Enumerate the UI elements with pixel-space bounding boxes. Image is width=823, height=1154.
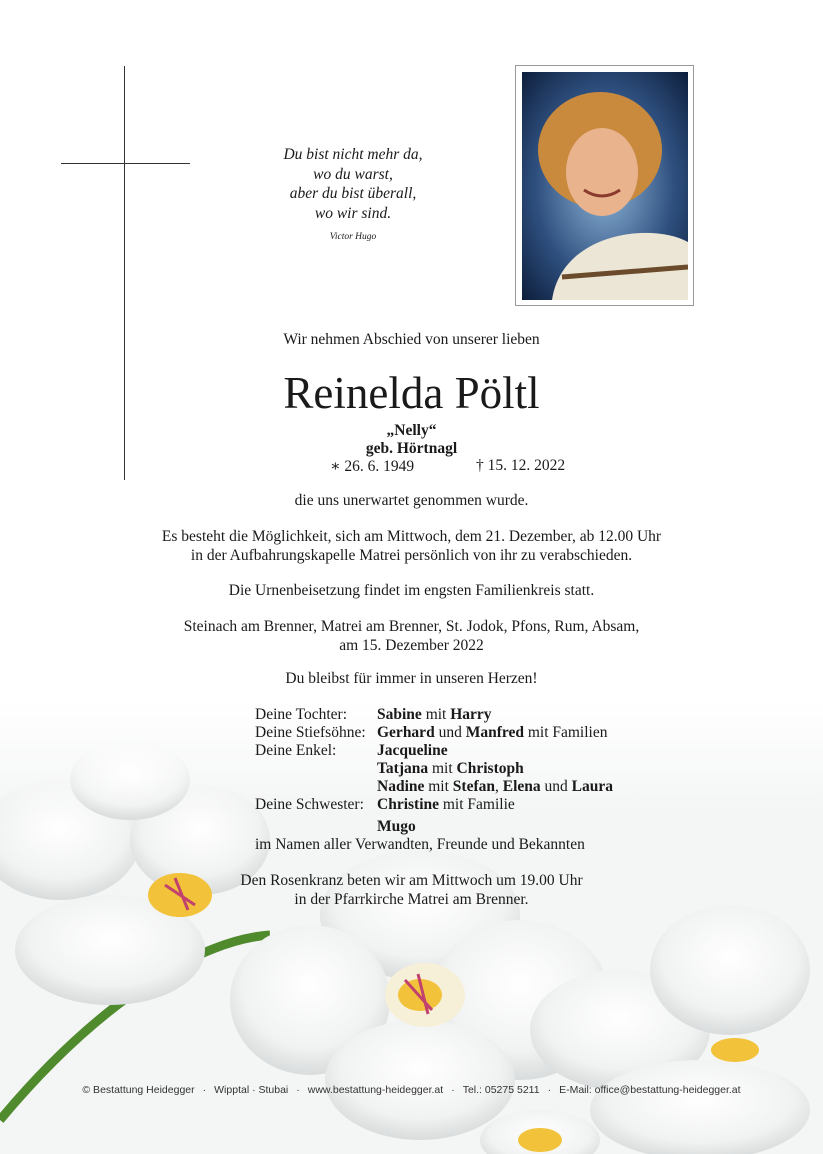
all-relatives-text: im Namen aller Verwandten, Freunde und Bekannten: [255, 836, 585, 853]
rosary-notice: [0, 872, 823, 909]
mourner-name: Christoph: [456, 760, 524, 777]
footer: [0, 1084, 823, 1096]
mourner-name: Mugo: [377, 818, 416, 835]
mourners-list: [255, 706, 613, 854]
paragraph-line: am 15. Dezember 2022: [339, 636, 484, 654]
rosary-line: in der Pfarrkirche Matrei am Brenner.: [294, 890, 529, 908]
mourner-name: Stefan: [452, 778, 495, 795]
footer-separator: ·: [296, 1084, 300, 1096]
deceased-name: Reinelda Pöltl: [283, 368, 540, 418]
mourner-name: Tatjana: [377, 760, 429, 777]
deceased-maiden-name: geb. Hörtnagl: [365, 440, 458, 457]
mourner-name: Jacqueline: [377, 742, 448, 759]
paragraph-line: in der Aufbahrungskapelle Matrei persönlich von ihr zu verabschieden.: [190, 546, 633, 564]
mourner-row-grandchildren: [255, 742, 613, 760]
mourner-row-all: [255, 836, 613, 854]
mourner-label: Deine Enkel:: [255, 742, 337, 759]
mourner-name: Harry: [450, 706, 492, 723]
mourner-label: Deine Schwester:: [255, 796, 364, 813]
mourner-row-grandchildren-3: Nadine mit Stefan, Elena und Laura: [377, 778, 613, 795]
quote-line: wo wir sind.: [314, 204, 392, 222]
quote-line: aber du bist überall,: [289, 185, 417, 202]
memorial-quote: [240, 145, 466, 223]
deceased-nickname: „Nelly“: [386, 422, 437, 439]
mourner-name: Sabine: [377, 706, 422, 723]
paragraph-line: Steinach am Brenner, Matrei am Brenner, St. Jodok, Pfons, Rum, Absam,: [183, 618, 640, 635]
footer-company: © Bestattung Heidegger: [82, 1084, 195, 1096]
footer-email-link[interactable]: E-Mail: office@bestattung-heidegger.at: [559, 1084, 741, 1096]
quote-line: wo du warst,: [313, 165, 393, 183]
footer-separator: ·: [547, 1084, 552, 1096]
cross-horizontal-line: [61, 163, 190, 164]
paragraph-line: Es besteht die Möglichkeit, sich am Mittwoch, dem 21. Dezember, ab 12.00 Uhr: [161, 528, 662, 545]
birth-date: ∗ 26. 6. 1949: [330, 458, 415, 475]
paragraph-places-date: [0, 618, 823, 655]
death-date: † 15. 12. 2022: [476, 457, 566, 474]
mourner-name: Gerhard: [377, 724, 435, 741]
mourner-name: Manfred: [465, 724, 524, 741]
mourner-label: Deine Tochter:: [255, 706, 348, 723]
paragraph-burial: Die Urnenbeisetzung findet im engsten Familienkreis statt.: [228, 582, 595, 599]
mourner-label: Deine Stiefsöhne:: [255, 724, 366, 741]
footer-phone: Tel.: 05275 5211: [462, 1084, 540, 1096]
rosary-line: Den Rosenkranz beten wir am Mittwoch um 19.00 Uhr: [240, 872, 583, 889]
footer-website-link[interactable]: www.bestattung-heidegger.at: [307, 1084, 444, 1096]
paragraph-viewing: [0, 528, 823, 565]
mourner-name: Elena: [502, 778, 541, 795]
intro-text: Wir nehmen Abschied von unserer lieben: [283, 331, 540, 348]
mourner-row-sister: Deine Schwester: Christine mit Familie: [255, 796, 515, 813]
quote-line: Du bist nicht mehr da,: [283, 146, 423, 163]
footer-location: Wipptal · Stubai: [214, 1084, 289, 1096]
mourner-name: Laura: [571, 778, 613, 795]
mourner-name: Nadine: [377, 778, 425, 795]
paragraph-unexpected: die uns unerwartet genommen wurde.: [294, 492, 529, 509]
footer-separator: ·: [451, 1084, 455, 1096]
mourner-row-daughter: Deine Tochter: Sabine mit Harry: [255, 706, 492, 723]
mourner-row-partner: [255, 818, 613, 836]
footer-separator: ·: [202, 1084, 207, 1096]
quote-author: Victor Hugo: [329, 232, 377, 242]
mourner-row-stepsons: Deine Stiefsöhne: Gerhard und Manfred mit Familien: [255, 724, 608, 741]
mourner-name: Christine: [377, 796, 439, 813]
paragraph-hearts: Du bleibst für immer in unseren Herzen!: [285, 670, 538, 687]
mourner-row-grandchildren-2: Tatjana mit Christoph: [377, 760, 524, 777]
portrait-photo: [522, 72, 688, 300]
